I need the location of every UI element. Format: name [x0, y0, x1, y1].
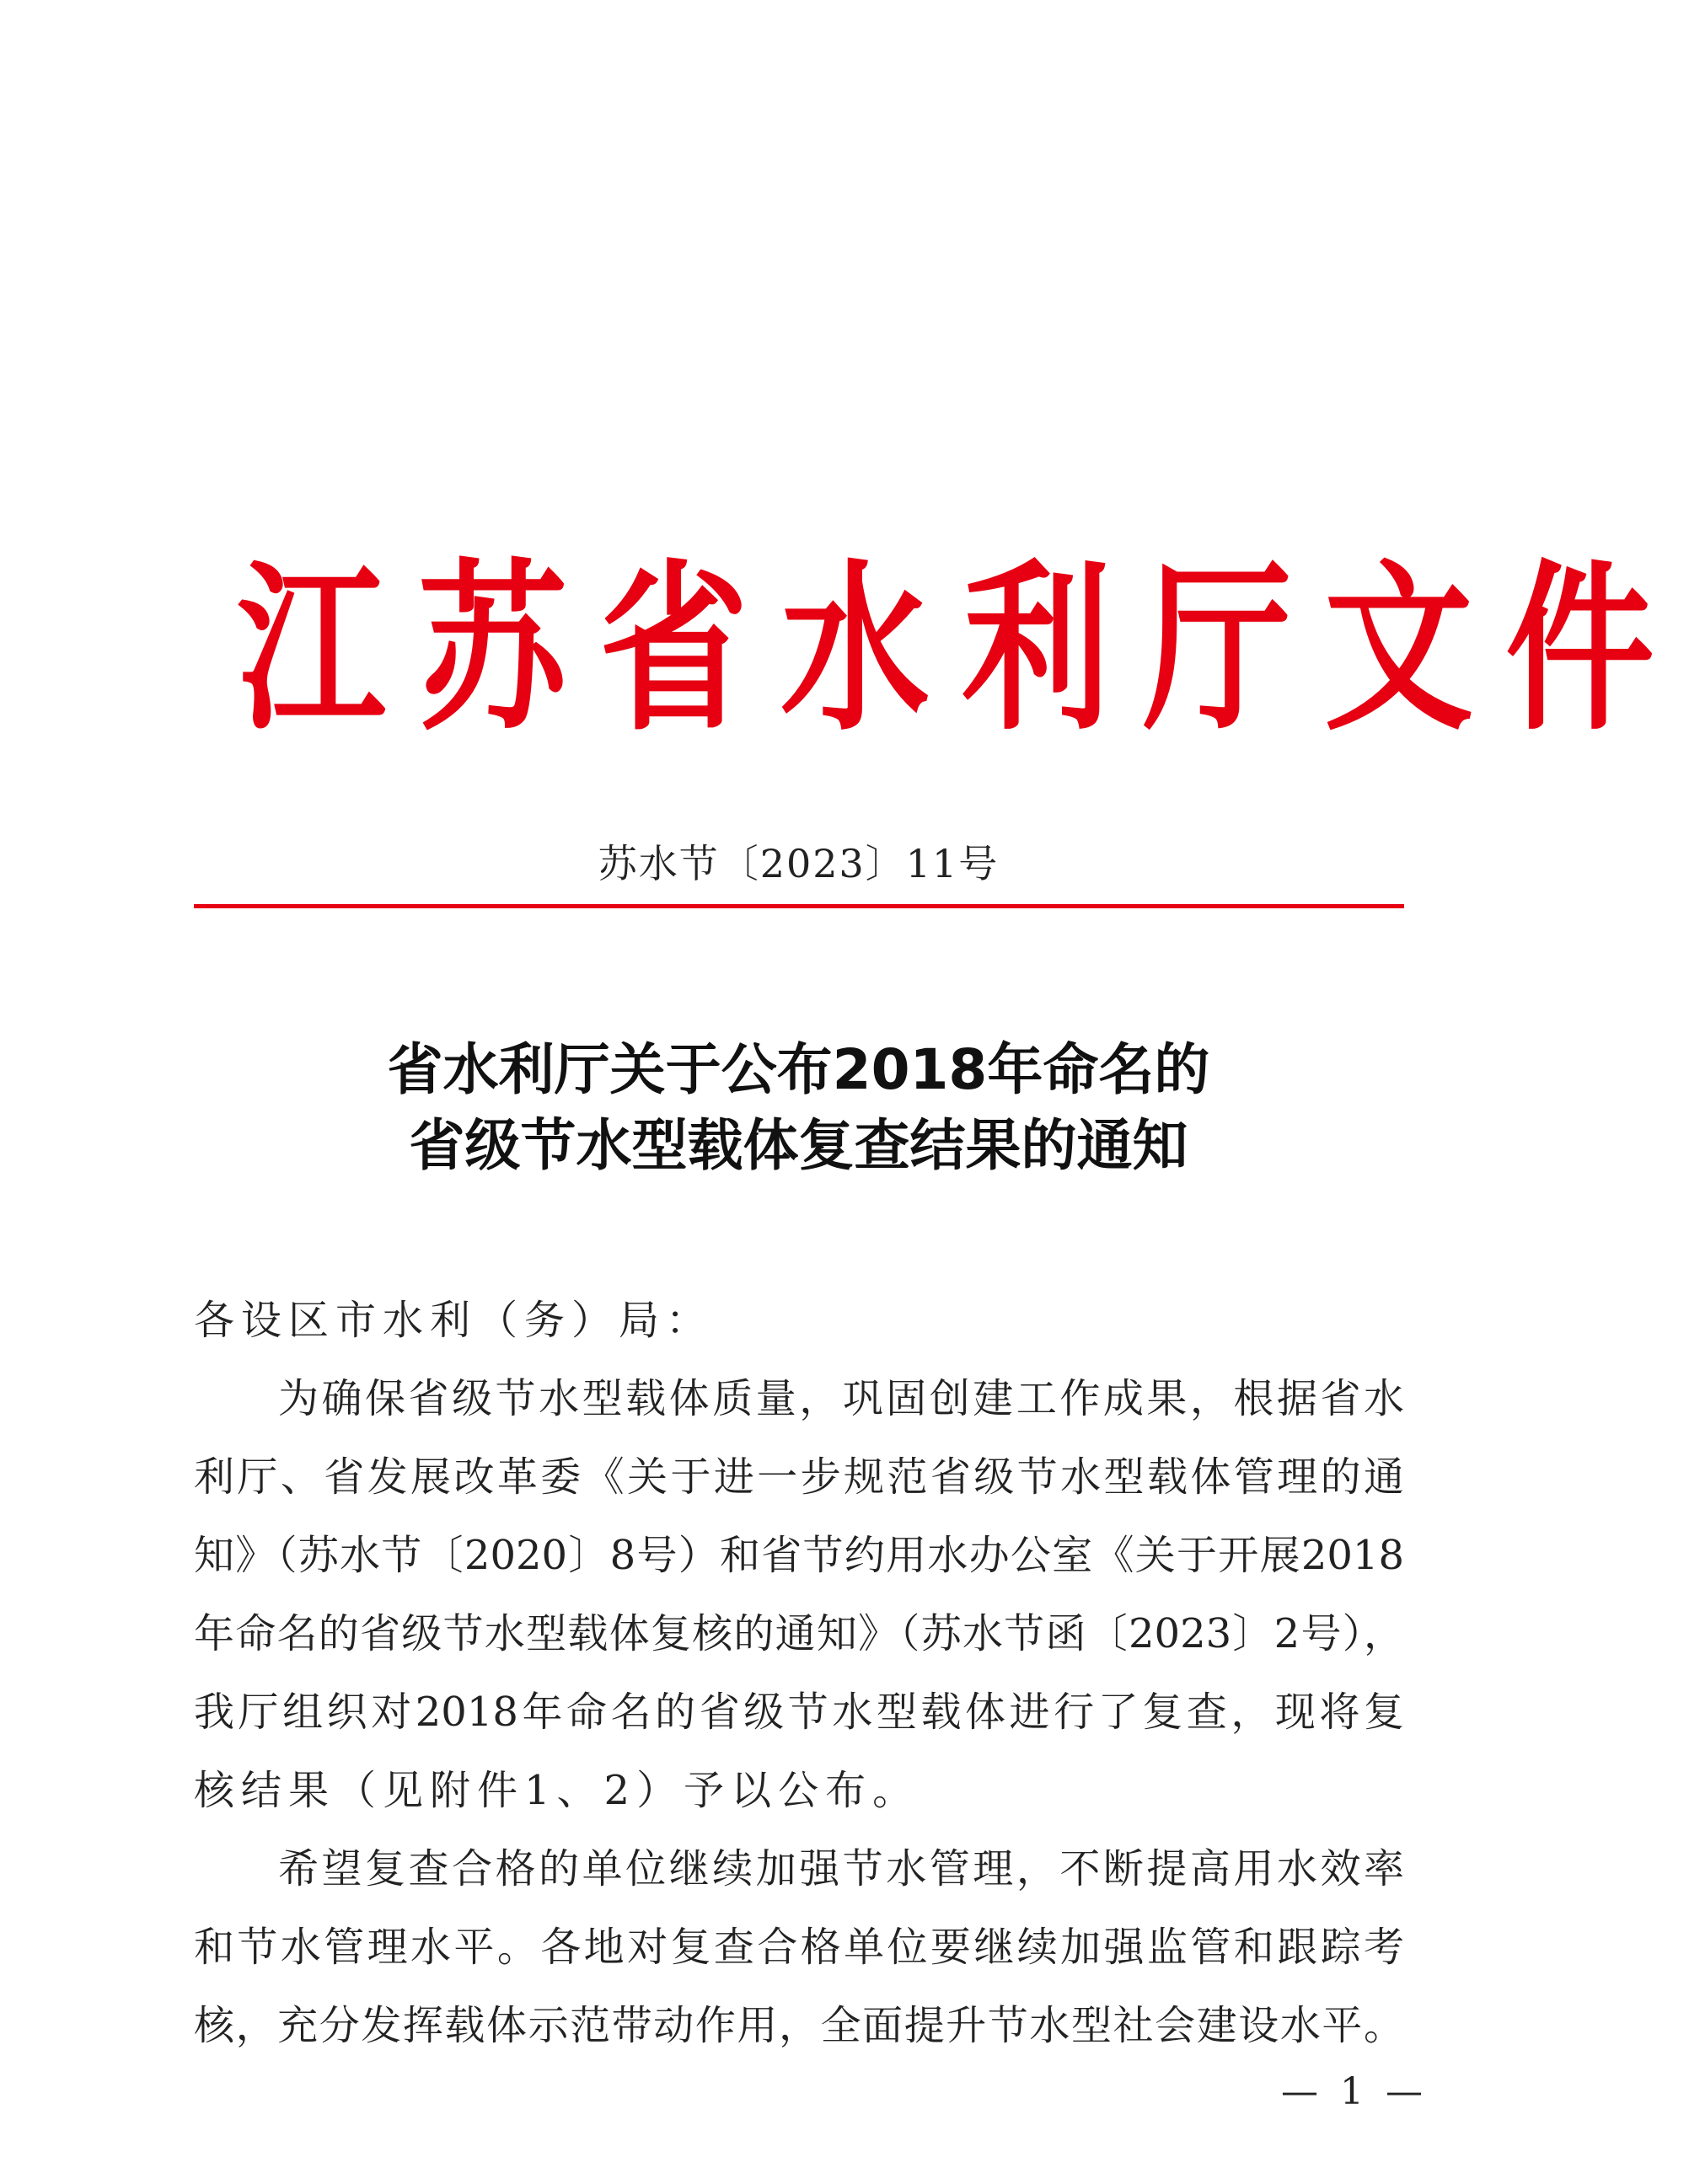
body-line: 利厅、省发展改革委《关于进一步规范省级节水型载体管理的通: [194, 1453, 1404, 1501]
masthead-char: 水: [780, 542, 930, 755]
document-title-line-2: 省级节水型载体复查结果的通知: [409, 1113, 1188, 1178]
page-number: — 1 —: [1281, 2070, 1428, 2113]
masthead-char: 利: [962, 542, 1111, 755]
masthead-char: 厅: [1143, 542, 1292, 755]
document-number: 苏水节〔2023〕11号: [598, 841, 1000, 886]
body-line: 为确保省级节水型载体质量，巩固创建工作成果，根据省水: [278, 1375, 1404, 1422]
masthead-char: 省: [599, 542, 748, 755]
red-divider: [194, 904, 1404, 908]
masthead-char: 苏: [418, 542, 567, 755]
body-line: 年命名的省级节水型载体复核的通知》（苏水节函〔2023〕2号），: [194, 1610, 1404, 1657]
masthead-char: 江: [237, 542, 386, 755]
body-line: 希望复查合格的单位继续加强节水管理，不断提高用水效率: [278, 1845, 1404, 1892]
body-line: 核结果（见附件1、2）予以公布。: [194, 1767, 920, 1814]
body-line: 核，充分发挥载体示范带动作用，全面提升节水型社会建设水平。: [194, 2002, 1404, 2049]
body-line: 知》（苏水节〔2020〕8号）和省节约用水办公室《关于开展2018: [194, 1532, 1404, 1579]
document-title-line-1: 省水利厅关于公布2018年命名的: [387, 1037, 1210, 1102]
salutation: 各设区市水利（务）局：: [194, 1297, 714, 1344]
masthead-char: 文: [1324, 542, 1473, 755]
body-line: 和节水管理水平。各地对复查合格单位要继续加强监管和跟踪考: [194, 1924, 1404, 1971]
document-masthead: [221, 542, 1654, 755]
body-line: 我厅组织对2018年命名的省级节水型载体进行了复查，现将复: [194, 1689, 1404, 1736]
masthead-char: 件: [1505, 542, 1654, 755]
